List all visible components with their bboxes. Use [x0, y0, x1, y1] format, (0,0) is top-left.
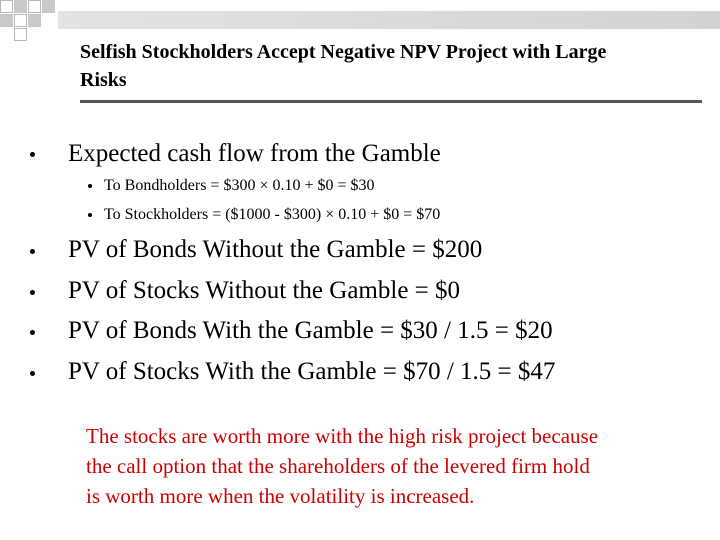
- sub-bullet-dot: [88, 184, 92, 188]
- slide-title-line: Selfish Stockholders Accept Negative NPV Project with Large: [80, 41, 607, 63]
- bullet-dot: [30, 330, 35, 335]
- header-square: [28, 0, 41, 13]
- header-square: [14, 28, 27, 41]
- bullet-text: PV of Stocks With the Gamble = $70 / 1.5 = $47: [68, 358, 556, 385]
- bullet-text: Expected cash flow from the Gamble: [68, 140, 441, 167]
- bullet-text: PV of Stocks Without the Gamble = $0: [68, 277, 461, 304]
- bullet-dot: [30, 290, 35, 295]
- slide-title: [80, 38, 716, 94]
- note-line: the call option that the shareholders of the levered firm hold: [86, 454, 590, 478]
- header-square: [0, 14, 13, 27]
- header-square: [14, 14, 27, 27]
- sub-bullet-dot: [88, 213, 92, 217]
- header-decoration-bar: [58, 11, 720, 29]
- header-square: [28, 14, 41, 27]
- bullet-text: PV of Bonds Without the Gamble = $200: [68, 236, 483, 263]
- title-rule: [80, 100, 702, 103]
- note-line: is worth more when the volatility is increased.: [86, 484, 475, 508]
- bullet-dot: [30, 152, 35, 157]
- header-square: [14, 0, 27, 13]
- sub-bullet-text: To Stockholders = ($1000 - $300) × 0.10 + $0 = $70: [104, 206, 441, 223]
- note-line: The stocks are worth more with the high risk project because: [86, 424, 599, 448]
- bullet-text: PV of Bonds With the Gamble = $30 / 1.5 = $20: [68, 317, 553, 344]
- sub-bullet-text: To Bondholders = $300 × 0.10 + $0 = $30: [104, 177, 375, 194]
- slide-title-line: Risks: [80, 69, 127, 91]
- conclusion-note: [86, 421, 706, 511]
- header-square: [0, 0, 13, 13]
- header-square: [42, 0, 55, 13]
- bullet-dot: [30, 371, 35, 376]
- bullet-dot: [30, 249, 35, 254]
